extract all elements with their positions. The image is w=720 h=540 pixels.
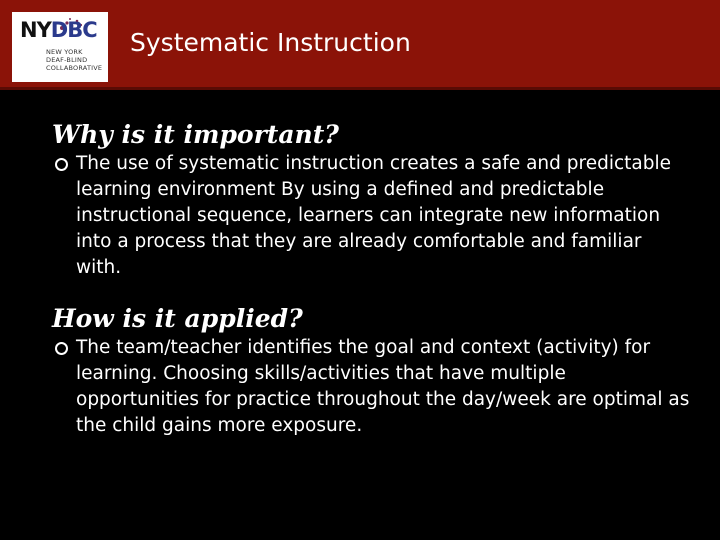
- logo-mark-ny: NY: [20, 18, 51, 42]
- nydbc-logo: [12, 12, 108, 82]
- logo-subtitle: [46, 48, 106, 72]
- logo-sub-line: COLLABORATIVE: [46, 64, 103, 72]
- ring-bullet-icon: [55, 342, 68, 355]
- logo-mark-dbc: DBC: [50, 18, 97, 42]
- slide-title: Systematic Instruction: [130, 28, 411, 57]
- section-why: [52, 120, 692, 281]
- ring-bullet-icon: [55, 158, 68, 171]
- bullet-item: [52, 151, 692, 281]
- section-heading: Why is it important?: [52, 120, 339, 149]
- logo-sub-line: DEAF-BLIND: [46, 56, 88, 64]
- section-heading: How is it applied?: [52, 304, 303, 333]
- bullet-item: [52, 335, 692, 439]
- logo-mark: [20, 18, 97, 42]
- bullet-text: The use of systematic instruction creates a safe and predictable learning environment By using a defined and predictable instructional sequence, learners can integrate new information into a process that they are already comfortable and familiar with.: [76, 153, 671, 278]
- logo-sub-line: NEW YORK: [46, 48, 83, 56]
- bullet-text: The team/teacher identifies the goal and context (activity) for learning. Choosing skills/activities that have multiple opportunities for practice throughout the day/week are optimal as the child gains more exposure.: [76, 337, 690, 436]
- section-how: [52, 304, 692, 439]
- slide-header: [0, 0, 720, 90]
